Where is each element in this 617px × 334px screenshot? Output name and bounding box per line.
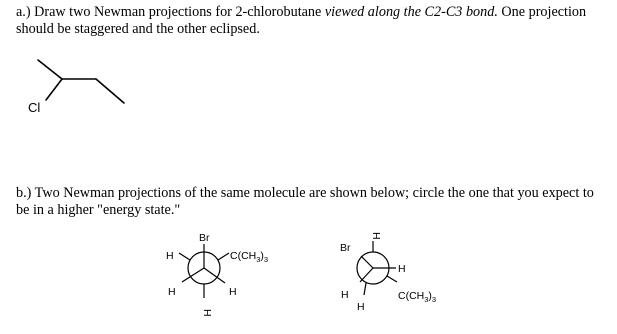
label-back-lower-right: $C(CH_3)_3$ [398, 290, 437, 304]
question-b-text: b.) Two Newman projections of the same molecule are shown below; circle the one that you expect to be in a higher "energy state." [16, 185, 594, 218]
label-front-right: H [398, 263, 406, 275]
label-front-lower-left: H [341, 289, 349, 301]
question-a-emphasis: viewed along the C2-C3 bond. [324, 4, 498, 20]
label-front-lower-left: H [168, 286, 176, 298]
newman-projection-right [340, 232, 436, 313]
label-front-upper-left: Br [340, 242, 351, 254]
back-bond-bottom [364, 283, 366, 295]
skeletal-formula [38, 60, 124, 103]
front-bond-lower-left [360, 268, 373, 282]
question-a-suffix: One projection should be staggered and the other eclipsed. [16, 4, 587, 37]
back-bond-upper-left [179, 253, 190, 260]
label-back-top: H [370, 232, 382, 240]
label-back-bottom: H [357, 301, 365, 313]
label-back-bottom: H [201, 309, 213, 317]
bond-c1-c2 [38, 60, 62, 79]
back-bond-upper-right [218, 253, 229, 260]
label-back-upper-right: $C(CH_3)_3$ [230, 250, 269, 264]
question-a-prefix: a.) Draw two Newman projections for 2-chlorobutane [16, 4, 325, 20]
chlorine-label: Cl [28, 100, 41, 115]
bond-c3-c4 [96, 79, 124, 103]
bond-c2-cl [46, 79, 62, 100]
back-bond-lower-right [387, 276, 397, 282]
label-back-upper-left: H [166, 250, 174, 262]
label-front-lower-right: H [229, 286, 237, 298]
label-front-top: Br [199, 232, 210, 244]
front-bond-upper-left [361, 256, 373, 268]
newman-projection-left [166, 232, 268, 317]
